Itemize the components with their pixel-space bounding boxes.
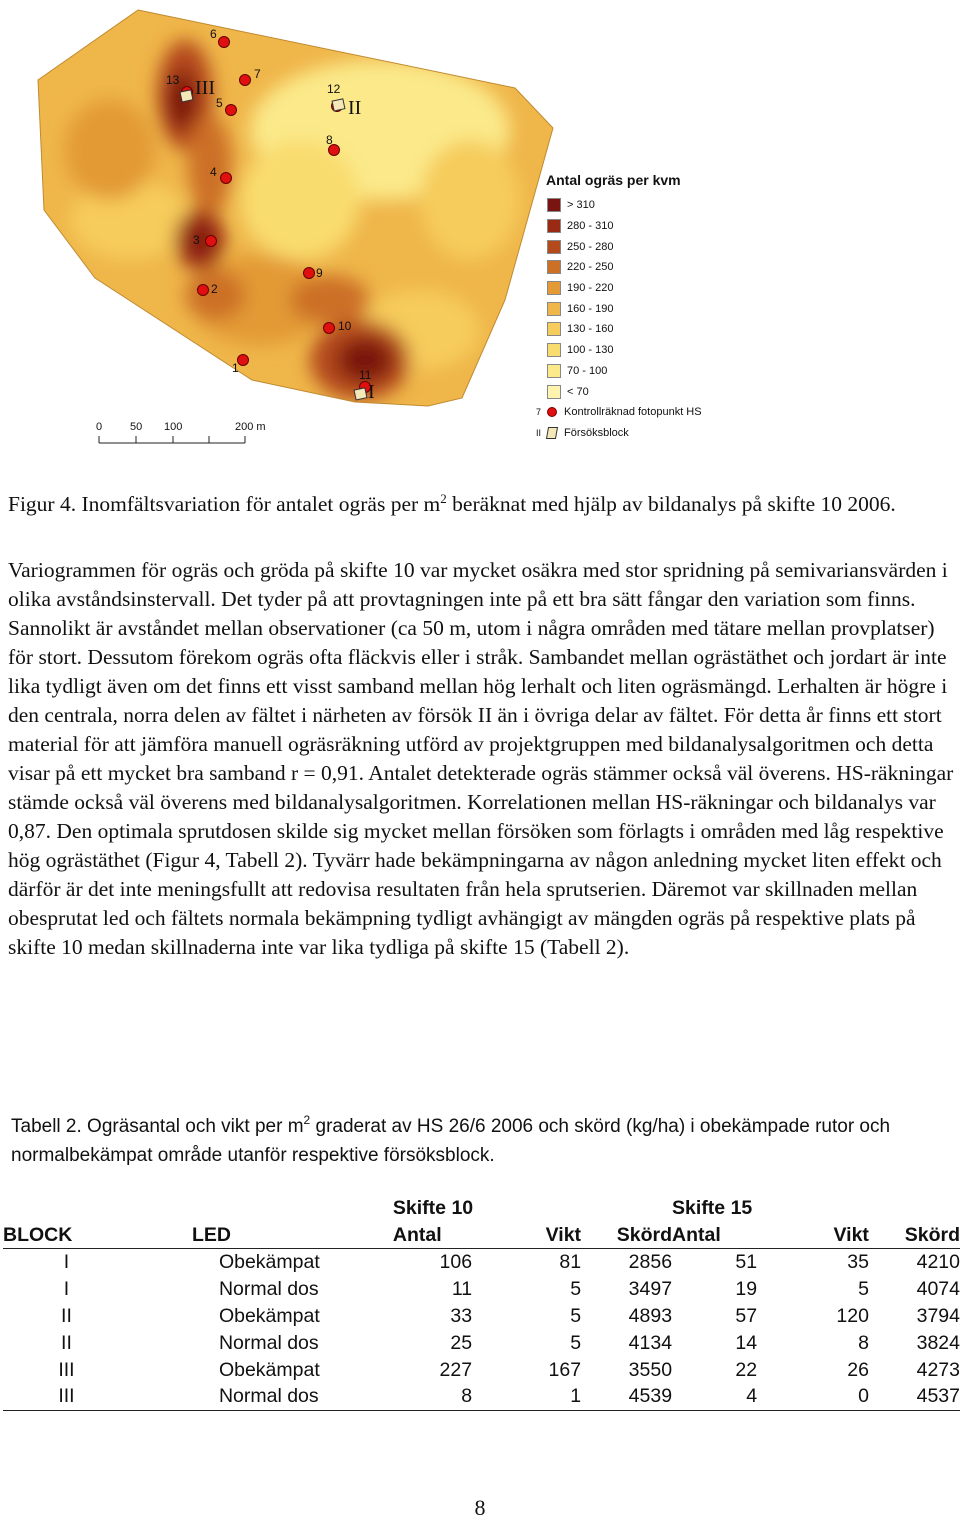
legend-class-label: 220 - 250 xyxy=(567,261,614,274)
header-led: LED xyxy=(192,1221,393,1249)
legend-block-label: Försöksblock xyxy=(564,426,629,439)
scale-tick: 200 m xyxy=(235,421,266,433)
cell-skord-10: 4539 xyxy=(581,1383,672,1410)
table-row xyxy=(3,1303,960,1330)
scale-tick: 0 xyxy=(96,421,103,433)
header-vikt-10: Vikt xyxy=(472,1221,581,1249)
legend-swatch xyxy=(547,198,561,212)
legend-class-row xyxy=(536,257,776,278)
cell-led: Obekämpat xyxy=(218,1251,320,1274)
legend-class-row xyxy=(536,195,776,216)
legend-class-row xyxy=(536,381,776,402)
cell-block: III xyxy=(58,1358,75,1381)
legend-class-row xyxy=(536,278,776,299)
cell-skord-15: 4537 xyxy=(869,1383,960,1410)
map-point-label: 9 xyxy=(316,266,323,280)
legend-swatch xyxy=(547,322,561,336)
cell-block: II xyxy=(61,1304,72,1327)
scale-tick: 100 xyxy=(164,421,183,433)
cell-antal-10: 106 xyxy=(439,1251,473,1274)
legend-class-label: 190 - 220 xyxy=(567,282,614,295)
cell-led: Normal dos xyxy=(192,1383,393,1410)
header-skord-15: Skörd xyxy=(869,1221,960,1249)
legend-swatch xyxy=(547,364,561,378)
experiment-block-marker xyxy=(180,90,193,102)
scale-bar xyxy=(96,421,266,443)
map-point-label: 6 xyxy=(210,27,217,41)
experiment-block-label: III xyxy=(195,77,215,99)
scale-tick: 50 xyxy=(130,421,143,433)
figure-caption-text: Figur 4. Inomfältsvariation för antalet ogräs per m xyxy=(8,492,441,516)
cell-vikt-15: 35 xyxy=(847,1251,869,1274)
figure-caption xyxy=(8,484,956,519)
cell-block: I xyxy=(63,1278,70,1301)
cell-antal-15: 14 xyxy=(735,1331,758,1354)
cell-antal-10: 11 xyxy=(451,1278,473,1301)
cell-skord-15: 3824 xyxy=(916,1331,960,1354)
results-table xyxy=(3,1194,960,1411)
block-icon xyxy=(546,427,558,439)
red-dot-icon xyxy=(547,407,557,417)
legend-class-label: 250 - 280 xyxy=(567,240,614,253)
legend-swatch xyxy=(547,260,561,274)
cell-vikt-15: 26 xyxy=(847,1358,869,1381)
table-group-header xyxy=(3,1194,960,1221)
cell-vikt-10: 5 xyxy=(570,1304,582,1327)
legend-class-label: < 70 xyxy=(567,385,589,398)
cell-skord-15: 4210 xyxy=(916,1251,960,1274)
table-caption-text-end: graderat av HS 26/6 2006 och skörd (kg/ha) i obekämpade rutor och normalbekämpat område utanför respektive försöksblock. xyxy=(11,1116,891,1166)
map-point-label: 2 xyxy=(211,282,218,296)
cell-led: Obekämpat xyxy=(218,1304,320,1327)
legend-class-row xyxy=(536,216,776,237)
map-graphic xyxy=(0,0,960,460)
legend-block-row xyxy=(536,423,776,444)
table-row xyxy=(3,1383,960,1410)
cell-antal-15: 4 xyxy=(672,1383,757,1410)
map-point-label: 1 xyxy=(232,361,239,375)
legend-title: Antal ogräs per kvm xyxy=(546,172,681,188)
legend-swatch xyxy=(547,302,561,316)
legend-swatch xyxy=(547,281,561,295)
legend-point-marker: 7 xyxy=(536,407,542,418)
header-block: BLOCK xyxy=(3,1221,192,1249)
map-point-label: 4 xyxy=(210,165,217,179)
legend-class-row xyxy=(536,236,776,257)
map-point-label: 13 xyxy=(166,73,180,87)
figure-caption-sup: 2 xyxy=(440,491,447,506)
legend-class-label: 100 - 130 xyxy=(567,344,614,357)
table-row xyxy=(3,1356,960,1383)
legend-class-label: 280 - 310 xyxy=(567,220,614,233)
table-row xyxy=(3,1249,960,1276)
table-header-row xyxy=(3,1221,960,1249)
group-header-skifte-15: Skifte 15 xyxy=(672,1196,753,1219)
group-header-skifte-10: Skifte 10 xyxy=(392,1196,474,1219)
cell-antal-10: 33 xyxy=(450,1304,473,1327)
cell-skord-10: 2856 xyxy=(628,1251,673,1274)
cell-block: III xyxy=(3,1383,192,1410)
legend-swatch xyxy=(547,385,561,399)
cell-skord-15: 4074 xyxy=(916,1278,960,1301)
cell-vikt-15: 0 xyxy=(757,1383,869,1410)
cell-block: II xyxy=(61,1331,72,1354)
cell-skord-10: 4134 xyxy=(628,1331,673,1354)
legend-class-row xyxy=(536,298,776,319)
cell-vikt-15: 120 xyxy=(836,1304,869,1327)
legend-class-label: 70 - 100 xyxy=(567,364,608,377)
cell-antal-10: 227 xyxy=(439,1358,473,1381)
map-point-label: 5 xyxy=(216,96,223,110)
map-point-label: 10 xyxy=(338,319,352,333)
experiment-block-marker xyxy=(354,388,367,400)
header-antal-10: Antal xyxy=(393,1221,472,1249)
legend-block-marker: II xyxy=(536,427,542,438)
cell-skord-10: 3497 xyxy=(628,1278,673,1301)
cell-vikt-15: 5 xyxy=(858,1278,869,1301)
body-paragraph: Variogrammen för ogräs och gröda på skifte 10 var mycket osäkra med stor spridning på semivariansvärden i olika avståndsinstervall. Det tyder på att provtagningen inte på ett bra sätt fångar den variation som finns. Sannolikt är avståndet mellan observationer (ca 50 m, utom i några områden med tätare mellan provplatser) för stort. Dessutom förekom ogräs ofta fläckvis eller i stråk. Sambandet mellan ogrästäthet och jordart är inte lika tydligt även om det finns ett visst samband mellan hög lerhalt och liten ogräsmängd. Lerhalten är högre i den centrala, norra delen av fältet i närheten av försök II än i övriga delar av fältet. För detta år finns ett stort material för att jämföra manuell ogräsräkning utförd av projektgruppen med bildanalysalgoritmen och detta visar på ett mycket bra samband r = 0,91. Antalet detekterade ogräs stämmer också väl överens. HS-räkningar stämde också väl överens med bildanalysalgoritmen. Korrelationen mellan HS-räkningar och bildanalys var 0,87. Den optimala sprutdosen skilde sig mycket mellan försöken som förlagts i områden med låg respektive hög ogrästäthet (Figur 4, Tabell 2). Tyvärr hade bekämpningarna av någon anledning mycket liten effekt och därför är det inte meningsfullt att redovisa resultaten från hela sprutserien. Däremot var skillnaden mellan obesprutat led och fältets normala bekämpning tydligt avhängigt av mängden ogräs på respektive plats på skifte 10 medan skillnaderna inte var lika tydliga på skifte 15 (Tabell 2). xyxy=(8,558,954,959)
cell-block: I xyxy=(63,1251,70,1274)
legend-class-row xyxy=(536,361,776,382)
experiment-block-marker xyxy=(332,99,345,111)
cell-skord-10: 4893 xyxy=(628,1304,673,1327)
header-skord-10: Skörd xyxy=(581,1221,672,1249)
legend-swatch xyxy=(547,240,561,254)
legend-class-row xyxy=(536,319,776,340)
map-point-label: 3 xyxy=(193,233,200,247)
cell-vikt-10: 81 xyxy=(559,1251,582,1274)
experiment-block-label: I xyxy=(368,381,375,403)
cell-antal-15: 57 xyxy=(735,1304,758,1327)
cell-antal-15: 19 xyxy=(735,1278,758,1301)
map-point-label: 11 xyxy=(359,368,372,382)
legend-class-row xyxy=(536,340,776,361)
map-point-label: 12 xyxy=(327,82,341,96)
field-area xyxy=(0,0,600,460)
figure-caption-text-end: beräknat med hjälp av bildanalys på skifte 10 2006. xyxy=(446,492,896,516)
cell-skord-15: 4273 xyxy=(916,1358,960,1381)
map-point-label: 8 xyxy=(326,133,333,147)
table-caption-text: Tabell 2. Ogräsantal och vikt per m xyxy=(11,1116,304,1137)
cell-led: Obekämpat xyxy=(218,1358,320,1381)
table-row xyxy=(3,1329,960,1356)
header-vikt-15: Vikt xyxy=(757,1221,869,1249)
cell-antal-10: 8 xyxy=(393,1383,472,1410)
cell-vikt-10: 5 xyxy=(570,1331,582,1354)
experiment-block-label: II xyxy=(348,97,362,119)
table-caption xyxy=(11,1106,951,1170)
legend-swatch xyxy=(547,219,561,233)
legend-class-label: 160 - 190 xyxy=(567,302,614,315)
cell-skord-15: 3794 xyxy=(916,1304,960,1327)
cell-antal-15: 22 xyxy=(735,1358,758,1381)
weed-density-map xyxy=(0,0,960,460)
cell-vikt-10: 1 xyxy=(472,1383,581,1410)
cell-skord-10: 3550 xyxy=(628,1358,673,1381)
page-number: 8 xyxy=(474,1495,486,1520)
legend-point-label: Kontrollräknad fotopunkt HS xyxy=(564,406,702,419)
cell-vikt-10: 5 xyxy=(570,1278,582,1301)
map-legend xyxy=(536,172,776,443)
cell-antal-10: 25 xyxy=(450,1331,473,1354)
legend-swatch xyxy=(547,343,561,357)
cell-vikt-10: 167 xyxy=(548,1358,582,1381)
table-caption-sup: 2 xyxy=(303,1113,311,1127)
cell-antal-15: 51 xyxy=(735,1251,758,1274)
cell-led: Normal dos xyxy=(218,1278,319,1301)
table-row xyxy=(3,1276,960,1303)
legend-point-row xyxy=(536,402,776,423)
legend-class-label: 130 - 160 xyxy=(567,323,614,336)
header-antal-15: Antal xyxy=(672,1221,757,1249)
cell-led: Normal dos xyxy=(218,1331,319,1354)
map-point-label: 7 xyxy=(254,67,261,81)
cell-vikt-15: 8 xyxy=(858,1331,869,1354)
legend-class-label: > 310 xyxy=(567,199,595,212)
